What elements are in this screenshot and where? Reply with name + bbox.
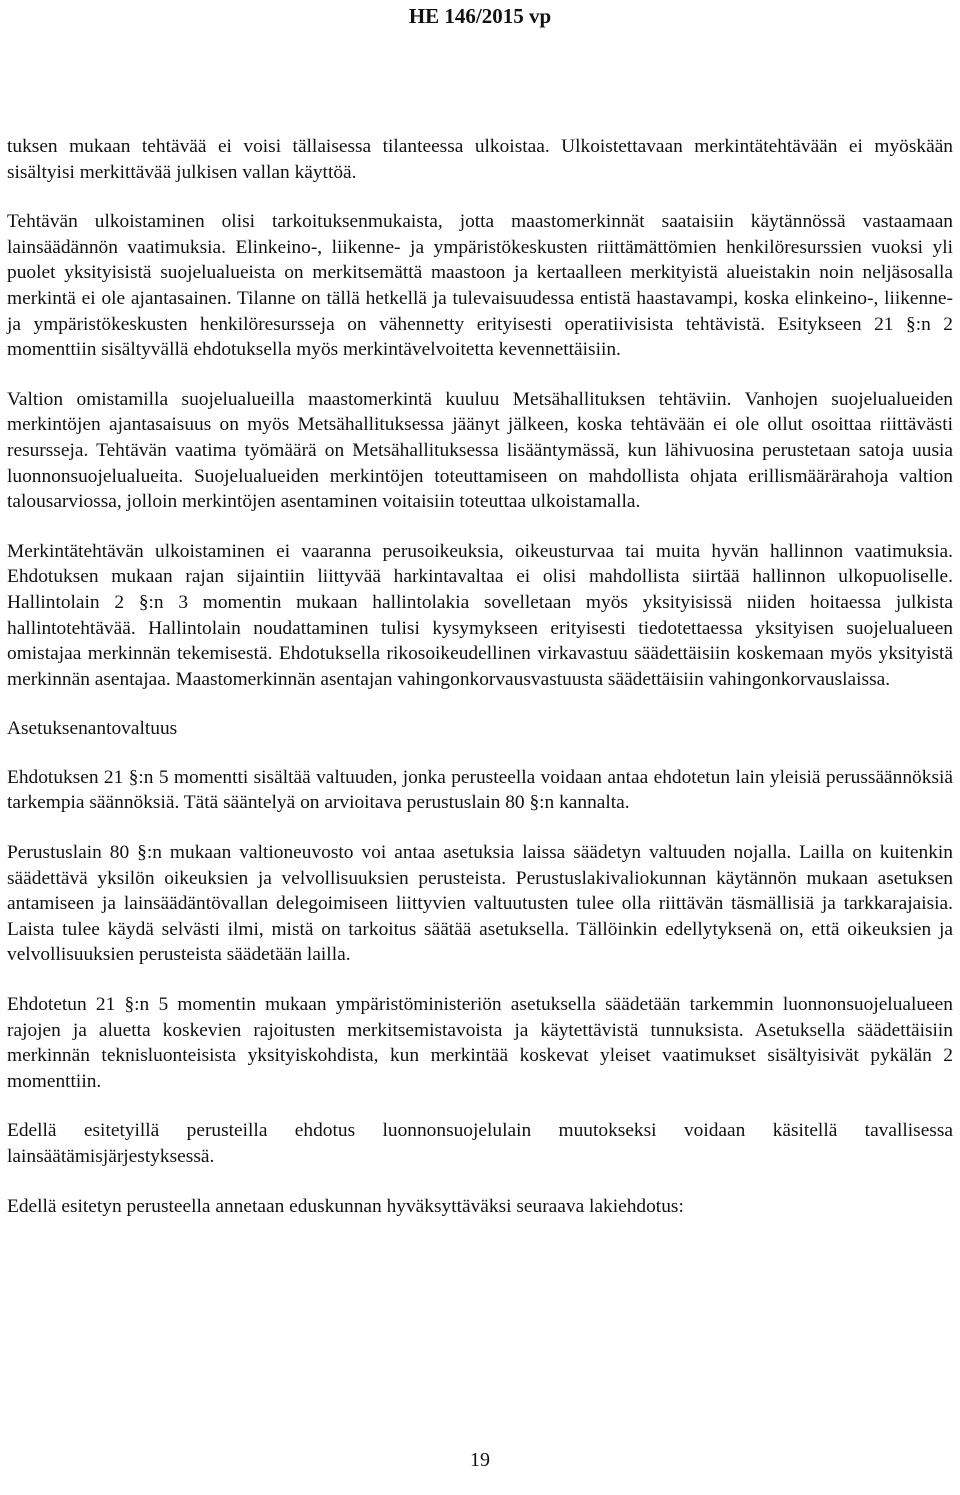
- paragraph-outsourcing-authority: tuksen mukaan tehtävää ei voisi tällaisessa tilanteessa ulkoistaa. Ulkoistettavaan merkintätehtävään ei myöskään sisältyisi merkittävää julkisen vallan käyttöä.: [7, 136, 953, 183]
- paragraph-ministry-decree: Ehdotetun 21 §:n 5 momentin mukaan ympäristöministeriön asetuksella säädetään tarkemmin luonnonsuojelualueen rajojen ja aluetta koskevien rajoitusten merkitsemistavoista ja käytettävistä tunnuksista. Asetuksella säädettäisiin merkinnän teknisluonteisista yksityiskohdista, kun merkintää koskevat yleiset vaatimukset sisältyisivät pykälän 2 momenttiin.: [7, 994, 953, 1092]
- paragraph-fundamental-rights: Merkintätehtävän ulkoistaminen ei vaaranna perusoikeuksia, oikeusturvaa tai muita hyvän hallinnon vaatimuksia. Ehdotuksen mukaan rajan sijaintiin liittyvää harkintavaltaa ei olisi mahdollista siirtää hallinnon ulkopuoliselle. Hallintolain 2 §:n 3 momentin mukaan hallintolakia sovelletaan myös yksityisissä niiden hoitaessa julkista hallintotehtävää. Hallintolain noudattaminen tulisi kysymykseen erityisesti tiedotettaessa yksityisen suojelualueen omistajaa merkinnän tekemisestä. Ehdotuksella rikosoikeudellinen virkavastuu säädettäisiin koskemaan myös yksityistä merkinnän asentajaa. Maastomerkinnän asentajan vahingonkorvausvastuusta säädettäisiin vahingonkorvauslaissa.: [7, 540, 953, 690]
- document-body: [7, 134, 953, 1243]
- paragraph-legislative-order: Edellä esitetyillä perusteilla ehdotus luonnonsuojelulain muutokseksi voidaan käsitellä tavallisessa lainsäätämisjärjestyksessä.: [7, 1120, 953, 1167]
- page-header: [0, 0, 960, 30]
- page-number: 19: [470, 1449, 490, 1471]
- paragraph-outsourcing-rationale: Tehtävän ulkoistaminen olisi tarkoituksenmukaista, jotta maastomerkinnät saataisiin käytännössä vastaamaan lainsäädännön vaatimuksia. Elinkeino-, liikenne- ja ympäristökeskusten riittämättömien henkilöresurssien vuoksi yli puolet yksityisistä suojelualueista on merkitsemättä maastoon ja kertaalleen merkityistä alueistakin noin neljäsosalla merkintä ei ole ajantasainen. Tilanne on tällä hetkellä ja tulevaisuudessa entistä haastavampi, koska elinkeino-, liikenne- ja ympäristökeskusten henkilöresursseja on vähennetty erityisesti operatiivisista tehtävistä. Esitykseen 21 §:n 2 momenttiin sisältyvällä ehdotuksella myös merkintävelvoitetta kevennettäisiin.: [7, 211, 953, 361]
- page-footer: [0, 1447, 960, 1473]
- paragraph-delegation: Ehdotuksen 21 §:n 5 momentti sisältää valtuuden, jonka perusteella voidaan antaa ehdotetun lain yleisiä perussäännöksiä tarkempia säännöksiä. Tätä sääntelyä on arvioitava perustuslain 80 §:n kannalta.: [7, 766, 953, 814]
- section-heading: Asetuksenantovaltuus: [7, 718, 178, 740]
- paragraph-constitution-80: Perustuslain 80 §:n mukaan valtioneuvosto voi antaa asetuksia laissa säädetyn valtuuden nojalla. Lailla on kuitenkin säädettävä yksilön oikeuksien ja velvollisuuksien perusteista. Perustuslakivaliokunnan käytännön mukaan asetuksen antamiseen ja lainsäädäntövallan delegoimiseen liittyvien valtuutusten tulee olla riittävän täsmällisiä ja tarkkarajaisia. Laista tulee käydä selvästi ilmi, mistä on tarkoitus säätää asetuksella. Tällöinkin edellytyksenä on, että oikeuksien ja velvollisuuksien perusteista säädetään lailla.: [7, 842, 953, 966]
- paragraph-metsahallitus: Valtion omistamilla suojelualueilla maastomerkintä kuuluu Metsähallituksen tehtäviin. Vanhojen suojelualueiden merkintöjen ajantasaisuus on myös Metsähallituksessa jäänyt jälkeen, koska tehtävään ei ole ollut osoittaa riittävästi resursseja. Tehtävän vaatima työmäärä on Metsähallituksessa lisääntymässä, kun lähivuosina perustetaan satoja uusia luonnonsuojelualueita. Suojelualueiden merkintöjen toteuttamiseen on mahdollista ohjata erillismäärärahoja valtion talousarviossa, jolloin merkintöjen asentaminen voitaisiin toteuttaa ulkoistamalla.: [7, 388, 953, 513]
- paragraph-bill-intro: Edellä esitetyn perusteella annetaan eduskunnan hyväksyttäväksi seuraava lakiehdotus:: [7, 1195, 684, 1217]
- document-id: HE 146/2015 vp: [408, 4, 552, 28]
